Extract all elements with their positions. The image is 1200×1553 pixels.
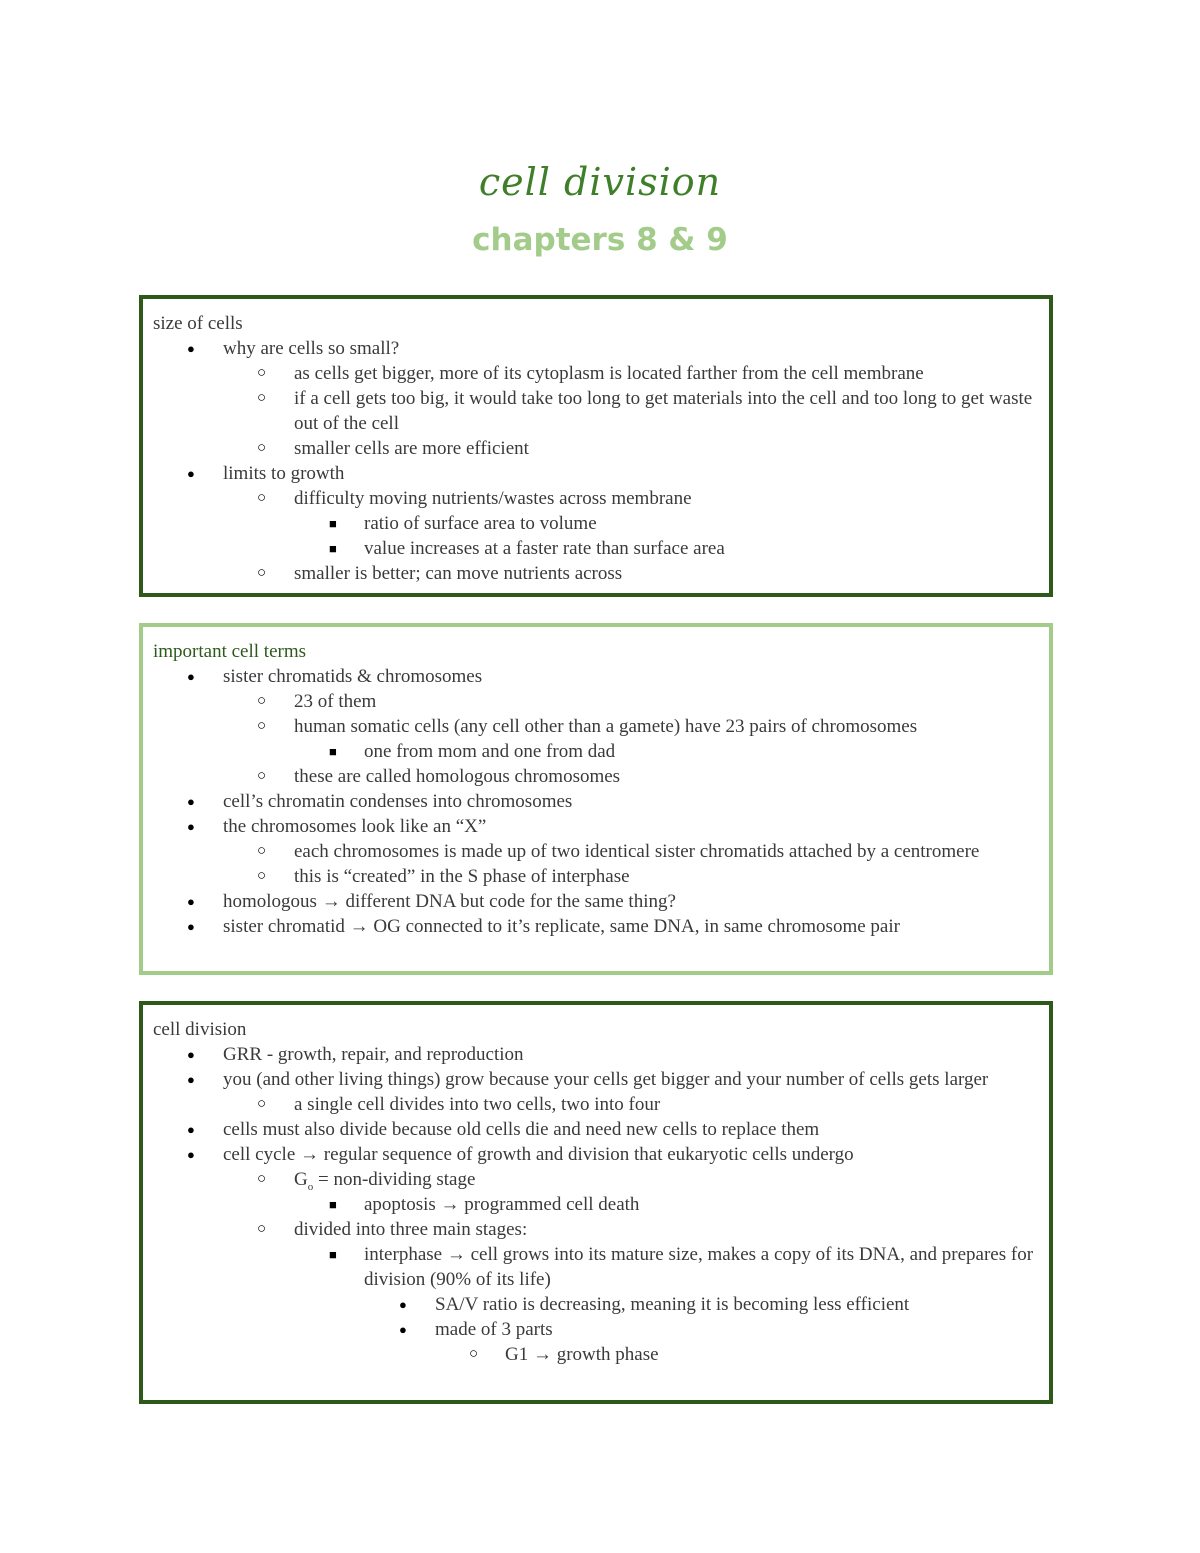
list-item bbox=[153, 889, 1039, 914]
list-item-text: each chromosomes is made up of two identical sister chromatids attached by a centromere bbox=[294, 841, 980, 862]
section-cell-division bbox=[139, 1001, 1053, 1404]
list-item bbox=[153, 664, 1039, 689]
bullet-icon: ○ bbox=[257, 390, 267, 406]
list-item bbox=[153, 361, 1039, 386]
bullet-icon: ● bbox=[187, 794, 195, 809]
list-item bbox=[153, 1317, 1039, 1342]
list-item bbox=[153, 1242, 1039, 1292]
page-title: cell division bbox=[478, 160, 722, 204]
list-item bbox=[153, 914, 1039, 939]
list-item bbox=[153, 461, 1039, 486]
list-item bbox=[153, 1342, 1039, 1367]
list-item bbox=[153, 1142, 1039, 1167]
list-item-text: G bbox=[294, 1169, 308, 1190]
bullet-icon: ● bbox=[187, 1122, 195, 1137]
bullet-icon: ■ bbox=[329, 1197, 337, 1212]
list-item bbox=[153, 336, 1039, 361]
list-item bbox=[153, 1042, 1039, 1067]
bullet-icon: ○ bbox=[469, 1346, 479, 1362]
list-item-text: the chromosomes look like an “X” bbox=[223, 816, 487, 837]
section-important-cell-terms bbox=[139, 623, 1053, 975]
list-item bbox=[153, 1067, 1039, 1092]
list-item bbox=[153, 561, 1039, 586]
bullet-icon: ○ bbox=[257, 1096, 267, 1112]
bullet-icon: ○ bbox=[257, 490, 267, 506]
list-item-text-after: = non-dividing stage bbox=[313, 1169, 476, 1190]
bullet-icon: ● bbox=[187, 1147, 195, 1162]
list-item bbox=[153, 1192, 1039, 1217]
list-item-text: interphase → cell grows into its mature size, makes a copy of its DNA, and prepares for division (90% of its life) bbox=[364, 1244, 1034, 1290]
bullet-icon: ● bbox=[399, 1322, 407, 1337]
section-heading: important cell terms bbox=[153, 641, 307, 662]
list-item bbox=[153, 511, 1039, 536]
list-item bbox=[153, 1217, 1039, 1242]
list-item-text: cells must also divide because old cells die and need new cells to replace them bbox=[223, 1119, 820, 1140]
list-item-text: as cells get bigger, more of its cytoplasm is located farther from the cell membrane bbox=[294, 363, 924, 384]
bullet-icon: ■ bbox=[329, 516, 337, 531]
list-item-text: limits to growth bbox=[223, 463, 345, 484]
section-heading: cell division bbox=[153, 1019, 247, 1040]
list-item-text: SA/V ratio is decreasing, meaning it is becoming less efficient bbox=[435, 1294, 910, 1315]
list-item-text: a single cell divides into two cells, two into four bbox=[294, 1094, 661, 1115]
list-item-text: divided into three main stages: bbox=[294, 1219, 528, 1240]
list-item-text: you (and other living things) grow because your cells get bigger and your number of cells gets larger bbox=[223, 1069, 989, 1090]
list-item-text: homologous → different DNA but code for the same thing? bbox=[223, 891, 676, 912]
list-item-text: smaller cells are more efficient bbox=[294, 438, 529, 459]
bullet-icon: ○ bbox=[257, 868, 267, 884]
bullet-icon: ● bbox=[187, 466, 195, 481]
list-item-text: value increases at a faster rate than surface area bbox=[364, 538, 725, 559]
list-item-text: these are called homologous chromosomes bbox=[294, 766, 621, 787]
list-item bbox=[153, 739, 1039, 764]
list-item bbox=[153, 714, 1039, 739]
list-item-text: cell cycle → regular sequence of growth and division that eukaryotic cells undergo bbox=[223, 1144, 854, 1165]
bullet-icon: ● bbox=[187, 1047, 195, 1062]
bullet-icon: ● bbox=[187, 1072, 195, 1087]
bullet-icon: ■ bbox=[329, 1247, 337, 1262]
list-item-text: apoptosis → programmed cell death bbox=[364, 1194, 640, 1215]
subscript: o bbox=[307, 1180, 314, 1193]
list-item bbox=[153, 764, 1039, 789]
bullet-icon: ● bbox=[187, 919, 195, 934]
list-item bbox=[153, 436, 1039, 461]
bullet-list bbox=[153, 664, 1039, 939]
list-item-text: made of 3 parts bbox=[435, 1319, 553, 1340]
list-item bbox=[153, 386, 1039, 436]
list-item bbox=[153, 1117, 1039, 1142]
bullet-list bbox=[153, 1042, 1039, 1367]
bullet-icon: ● bbox=[187, 341, 195, 356]
section-size-of-cells bbox=[139, 295, 1053, 597]
bullet-icon: ■ bbox=[329, 541, 337, 556]
bullet-icon: ● bbox=[187, 894, 195, 909]
bullet-icon: ● bbox=[187, 819, 195, 834]
list-item bbox=[153, 1167, 1039, 1192]
bullet-icon: ○ bbox=[257, 693, 267, 709]
list-item-text: one from mom and one from dad bbox=[364, 741, 616, 762]
bullet-icon: ○ bbox=[257, 718, 267, 734]
bullet-icon: ○ bbox=[257, 440, 267, 456]
list-item bbox=[153, 1292, 1039, 1317]
list-item-text: difficulty moving nutrients/wastes across membrane bbox=[294, 488, 692, 509]
list-item-text: human somatic cells (any cell other than a gamete) have 23 pairs of chromosomes bbox=[294, 716, 918, 737]
page-subtitle: chapters 8 & 9 bbox=[472, 222, 728, 258]
list-item-text: G1 → growth phase bbox=[505, 1344, 659, 1365]
list-item-text: why are cells so small? bbox=[223, 338, 400, 359]
bullet-icon: ○ bbox=[257, 565, 267, 581]
list-item-text: this is “created” in the S phase of interphase bbox=[294, 866, 630, 887]
list-item-text: sister chromatid → OG connected to it’s replicate, same DNA, in same chromosome pair bbox=[223, 916, 900, 937]
section-heading: size of cells bbox=[153, 313, 243, 334]
bullet-icon: ● bbox=[399, 1297, 407, 1312]
list-item-text: 23 of them bbox=[294, 691, 377, 712]
list-item bbox=[153, 839, 1039, 864]
list-item bbox=[153, 789, 1039, 814]
list-item bbox=[153, 486, 1039, 511]
list-item bbox=[153, 689, 1039, 714]
bullet-icon: ■ bbox=[329, 744, 337, 759]
bullet-icon: ○ bbox=[257, 365, 267, 381]
list-item bbox=[153, 536, 1039, 561]
list-item-text: cell’s chromatin condenses into chromosomes bbox=[223, 791, 573, 812]
list-item bbox=[153, 864, 1039, 889]
bullet-icon: ○ bbox=[257, 1221, 267, 1237]
list-item-text: sister chromatids & chromosomes bbox=[223, 666, 483, 687]
list-item bbox=[153, 1092, 1039, 1117]
bullet-icon: ○ bbox=[257, 1171, 267, 1187]
bullet-icon: ● bbox=[187, 669, 195, 684]
bullet-icon: ○ bbox=[257, 768, 267, 784]
bullet-icon: ○ bbox=[257, 843, 267, 859]
list-item-text: ratio of surface area to volume bbox=[364, 513, 597, 534]
bullet-list bbox=[153, 336, 1039, 586]
list-item-text: if a cell gets too big, it would take too long to get materials into the cell and too long to get waste out of the cell bbox=[294, 388, 1033, 434]
list-item-text: GRR - growth, repair, and reproduction bbox=[223, 1044, 524, 1065]
list-item bbox=[153, 814, 1039, 839]
list-item-text: smaller is better; can move nutrients across bbox=[294, 563, 623, 584]
